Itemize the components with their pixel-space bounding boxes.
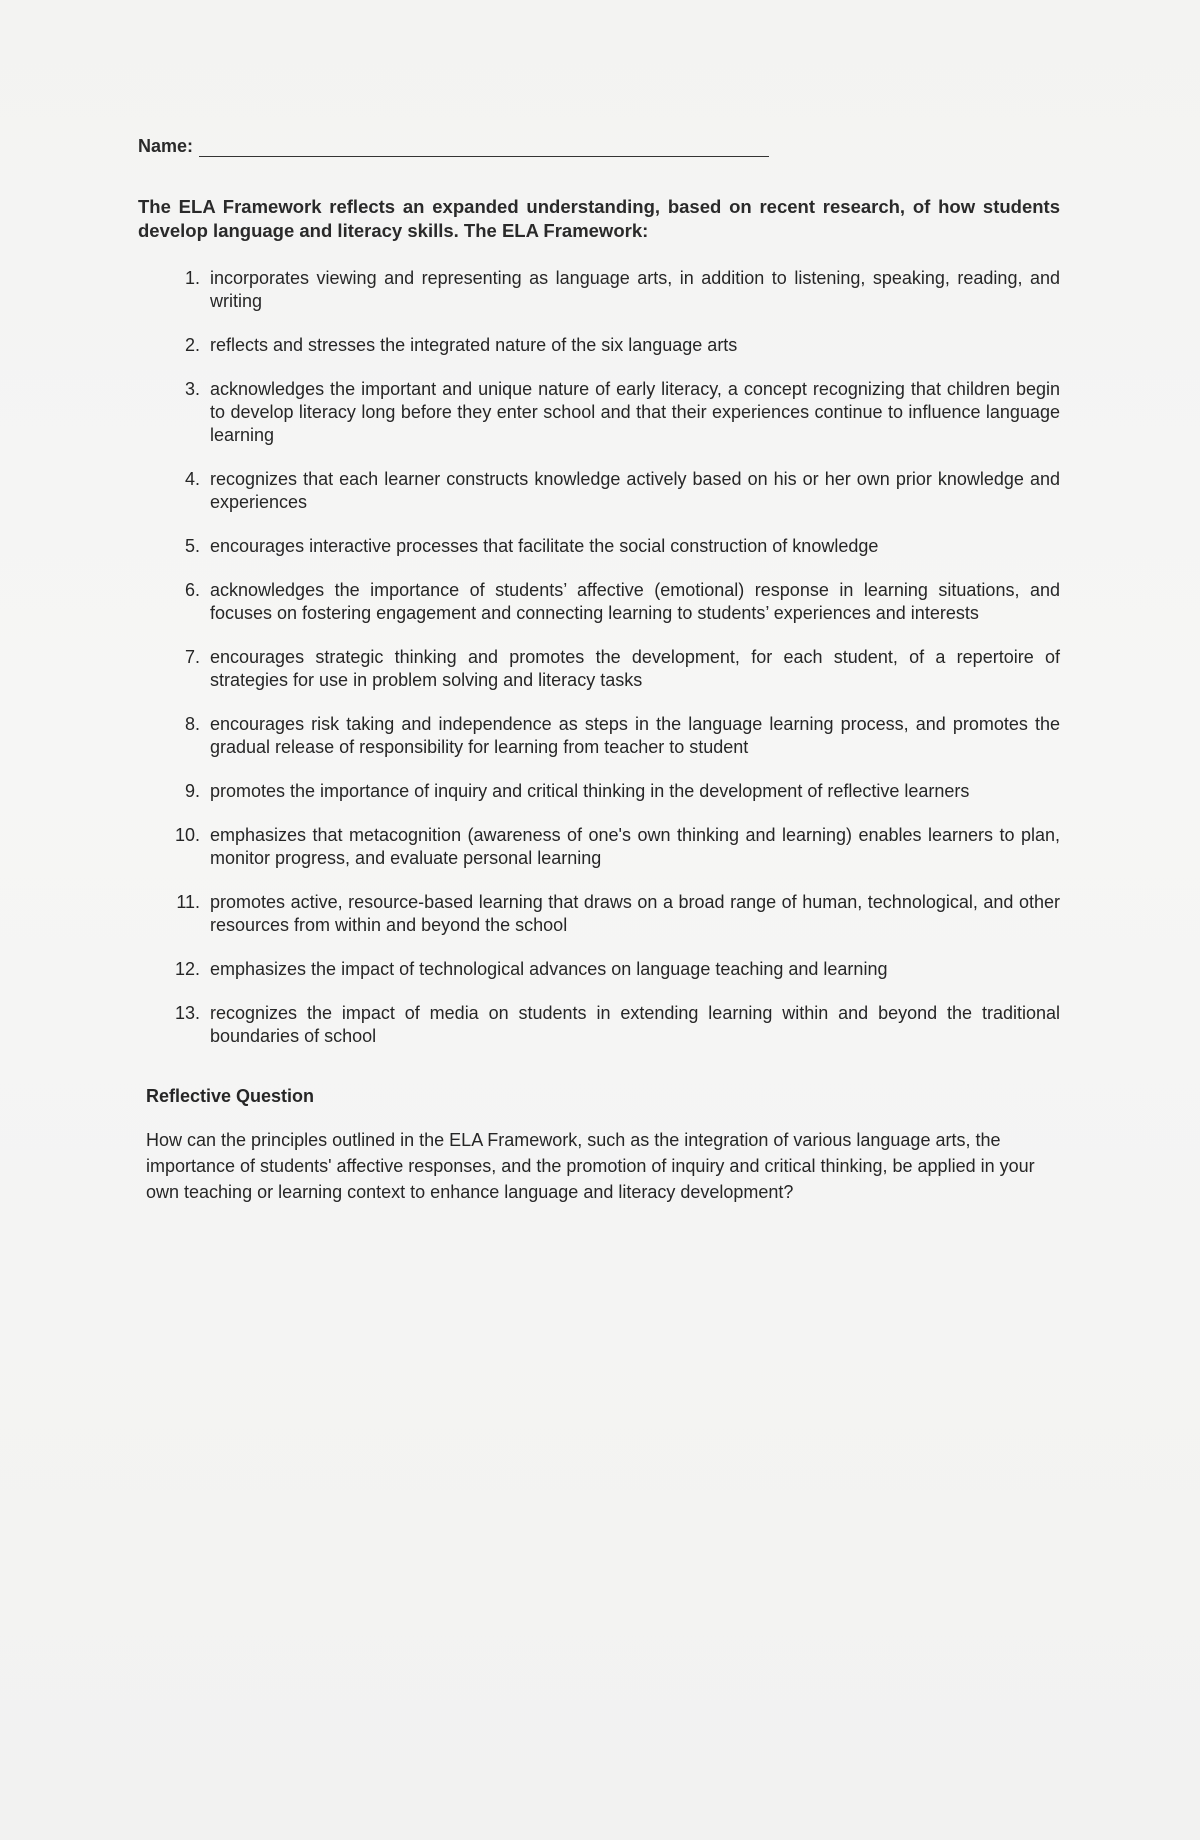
framework-list xyxy=(138,267,1060,1048)
name-line xyxy=(138,136,1060,157)
worksheet-content xyxy=(138,136,1060,1205)
reflective-question-text: How can the principles outlined in the ELA Framework, such as the integration of various language arts, the importance of students' affective responses, and the promotion of inquiry and critical thinking, be applied in your own teaching or learning context to enhance language and literacy development? xyxy=(146,1130,1035,1202)
item-text: acknowledges the importance of students’ affective (emotional) response in learning situations, and focuses on fostering engagement and connecting learning to students’ experiences and interests xyxy=(210,580,1060,623)
item-text: emphasizes the impact of technological advances on language teaching and learning xyxy=(210,959,888,979)
list-item xyxy=(138,1002,1060,1048)
list-item xyxy=(138,891,1060,937)
list-item xyxy=(138,535,1060,558)
item-text: incorporates viewing and representing as language arts, in addition to listening, speaking, reading, and writing xyxy=(210,268,1060,311)
item-number: 9. xyxy=(184,781,200,801)
name-blank xyxy=(199,138,769,157)
item-text: encourages interactive processes that facilitate the social construction of knowledge xyxy=(210,536,879,556)
list-item xyxy=(138,713,1060,759)
item-text: reflects and stresses the integrated nature of the six language arts xyxy=(210,335,738,355)
item-number: 13. xyxy=(174,1003,200,1023)
item-text: emphasizes that metacognition (awareness of one's own thinking and learning) enables learners to plan, monitor progress, and evaluate personal learning xyxy=(210,825,1060,868)
list-item xyxy=(138,646,1060,692)
name-label: Name: xyxy=(138,136,194,156)
item-number: 6. xyxy=(184,580,200,600)
item-text: encourages strategic thinking and promotes the development, for each student, of a repertoire of strategies for use in problem solving and literacy tasks xyxy=(210,647,1060,690)
item-text: promotes active, resource-based learning that draws on a broad range of human, technological, and other resources from within and beyond the school xyxy=(210,892,1060,935)
item-number: 11. xyxy=(176,892,200,912)
list-item xyxy=(138,334,1060,357)
list-item xyxy=(138,468,1060,514)
item-number: 8. xyxy=(184,714,200,734)
item-number: 3. xyxy=(184,379,200,399)
list-item xyxy=(138,267,1060,313)
list-item xyxy=(138,579,1060,625)
item-number: 5. xyxy=(184,536,200,556)
list-item xyxy=(138,824,1060,870)
reflective-question-heading: Reflective Question xyxy=(146,1086,315,1106)
intro-paragraph: The ELA Framework reflects an expanded understanding, based on recent research, of how students develop language and literacy skills. The ELA Framework: xyxy=(138,196,1060,241)
item-number: 1. xyxy=(184,268,200,288)
item-text: promotes the importance of inquiry and critical thinking in the development of reflective learners xyxy=(210,781,970,801)
item-number: 2. xyxy=(184,335,200,355)
item-text: recognizes that each learner constructs knowledge actively based on his or her own prior knowledge and experiences xyxy=(210,469,1060,512)
item-number: 7. xyxy=(184,647,200,667)
item-number: 4. xyxy=(184,469,200,489)
item-text: recognizes the impact of media on students in extending learning within and beyond the traditional boundaries of school xyxy=(210,1003,1060,1046)
list-item xyxy=(138,958,1060,981)
item-number: 10. xyxy=(174,825,200,845)
list-item xyxy=(138,780,1060,803)
list-item xyxy=(138,378,1060,447)
item-number: 12. xyxy=(174,959,200,979)
item-text: encourages risk taking and independence as steps in the language learning process, and promotes the gradual release of responsibility for learning from teacher to student xyxy=(210,714,1060,757)
item-text: acknowledges the important and unique nature of early literacy, a concept recognizing that children begin to develop literacy long before they enter school and that their experiences continue to influence language learning xyxy=(210,379,1060,445)
